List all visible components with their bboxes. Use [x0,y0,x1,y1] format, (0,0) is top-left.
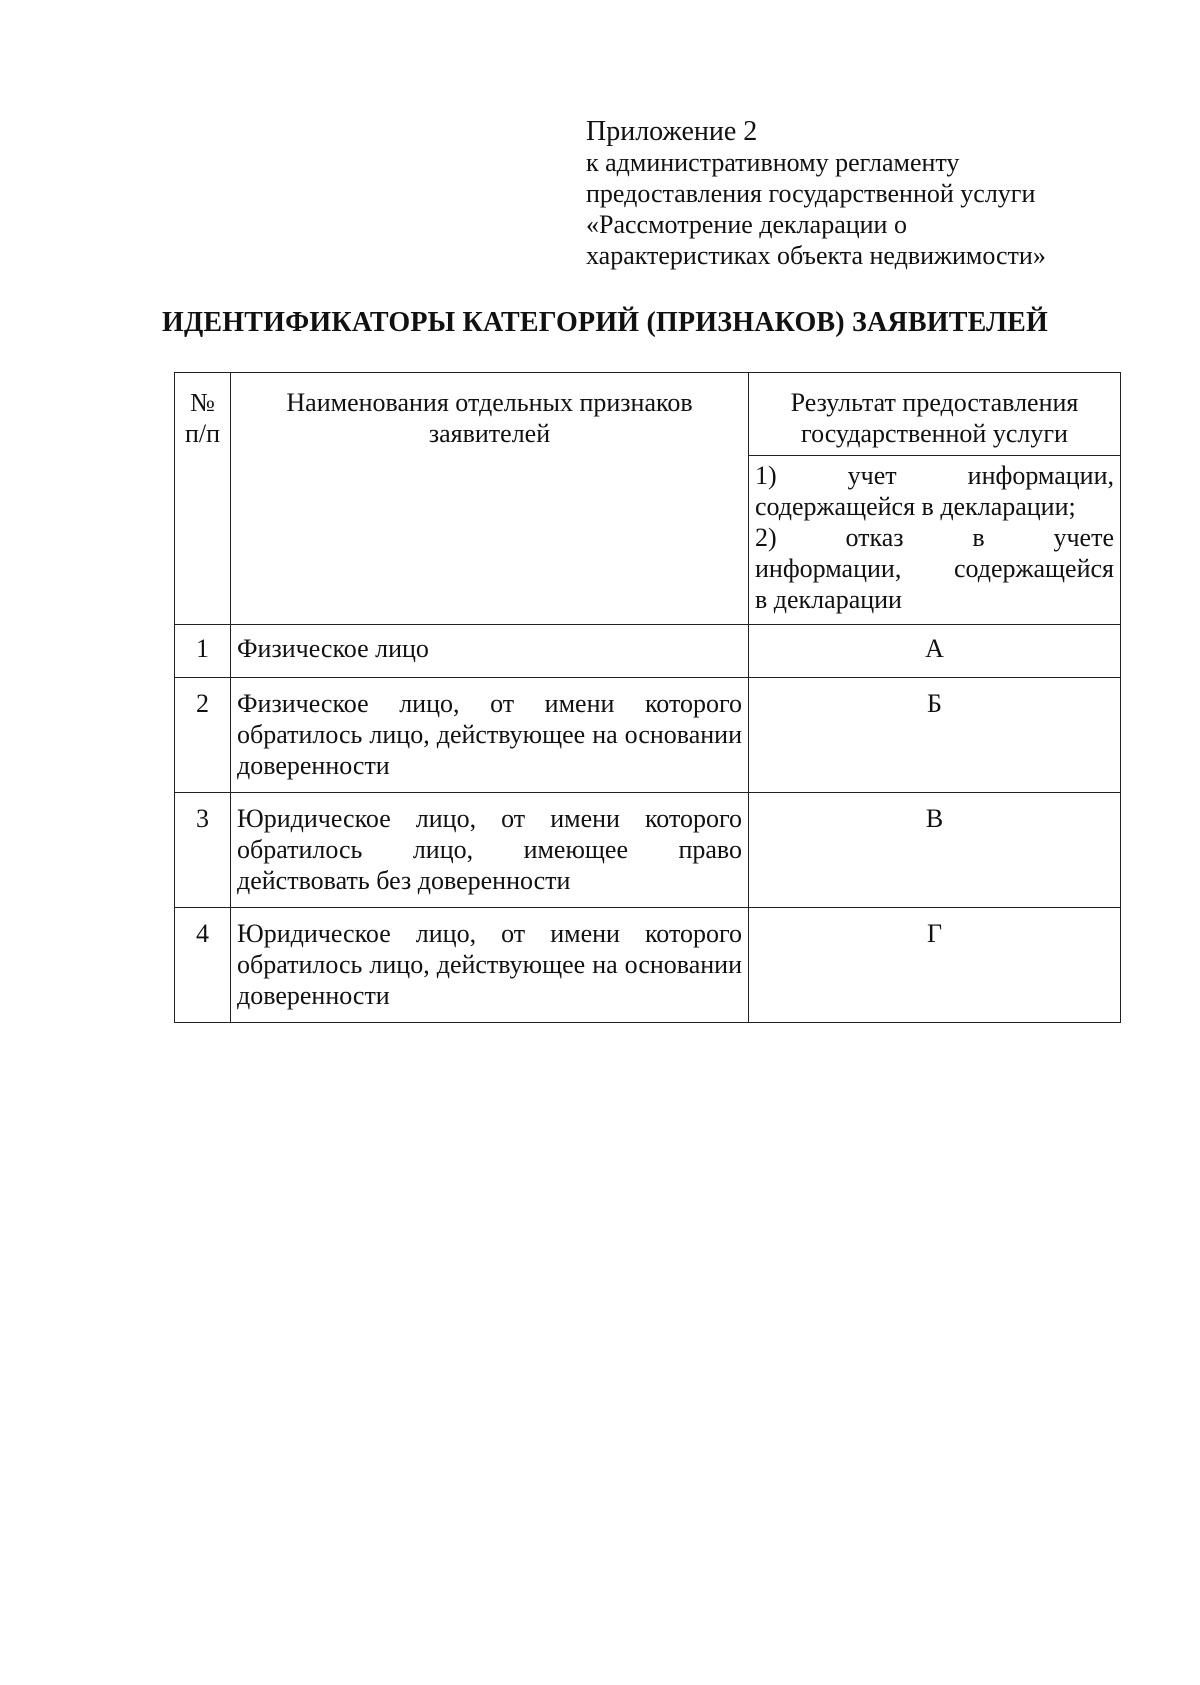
row-number: 1 [175,625,231,678]
row-code: В [749,793,1121,908]
result-option-line: содержащейся в декларации; [755,492,1076,521]
row-code: Б [749,678,1121,793]
row-code: Г [749,908,1121,1023]
identifiers-table [174,372,1121,1023]
result-option-line: в декларации [755,585,902,614]
appendix-line: предоставления государственной услуги [586,179,1036,208]
table-row [175,678,1121,793]
result-option-line: 1) учет информации, [755,461,1114,490]
appendix-number: Приложение 2 [586,116,758,147]
row-applicant-type: Физическое лицо [231,625,749,678]
document-title: ИДЕНТИФИКАТОРЫ КАТЕГОРИЙ (ПРИЗНАКОВ) ЗАЯВИТЕЛЕЙ [161,307,1049,338]
appendix-line: «Рассмотрение декларации о [586,210,907,239]
row-applicant-type: Физическое лицо, от имени которого обратилось лицо, действующее на основании доверенности [231,678,749,793]
table-row [175,625,1121,678]
appendix-line: к административному регламенту [586,148,960,177]
header-result-cell: Результат предоставления государственной услуги [749,373,1121,456]
row-applicant-type: Юридическое лицо, от имени которого обратилось лицо, действующее на основании доверенности [231,908,749,1023]
header-result-options-cell [749,456,1121,625]
header-number-abbr: п/п [184,419,221,448]
row-number: 3 [175,793,231,908]
appendix-block [586,116,1146,271]
row-number: 2 [175,678,231,793]
result-option-line: информации, содержащейся [755,554,1114,583]
header-name-cell: Наименования отдельных признаков заявителей [231,373,749,625]
table-row [175,793,1121,908]
table-row [175,908,1121,1023]
result-option-line: 2) отказ в учете [755,523,1114,552]
appendix-line: характеристиках объекта недвижимости» [586,241,1046,270]
table-header-row [175,373,1121,456]
row-applicant-type: Юридическое лицо, от имени которого обратилось лицо, имеющее право действовать без доверенности [231,793,749,908]
header-number-cell [175,373,231,625]
header-number-sign: № [190,388,215,417]
row-code: А [749,625,1121,678]
row-number: 4 [175,908,231,1023]
